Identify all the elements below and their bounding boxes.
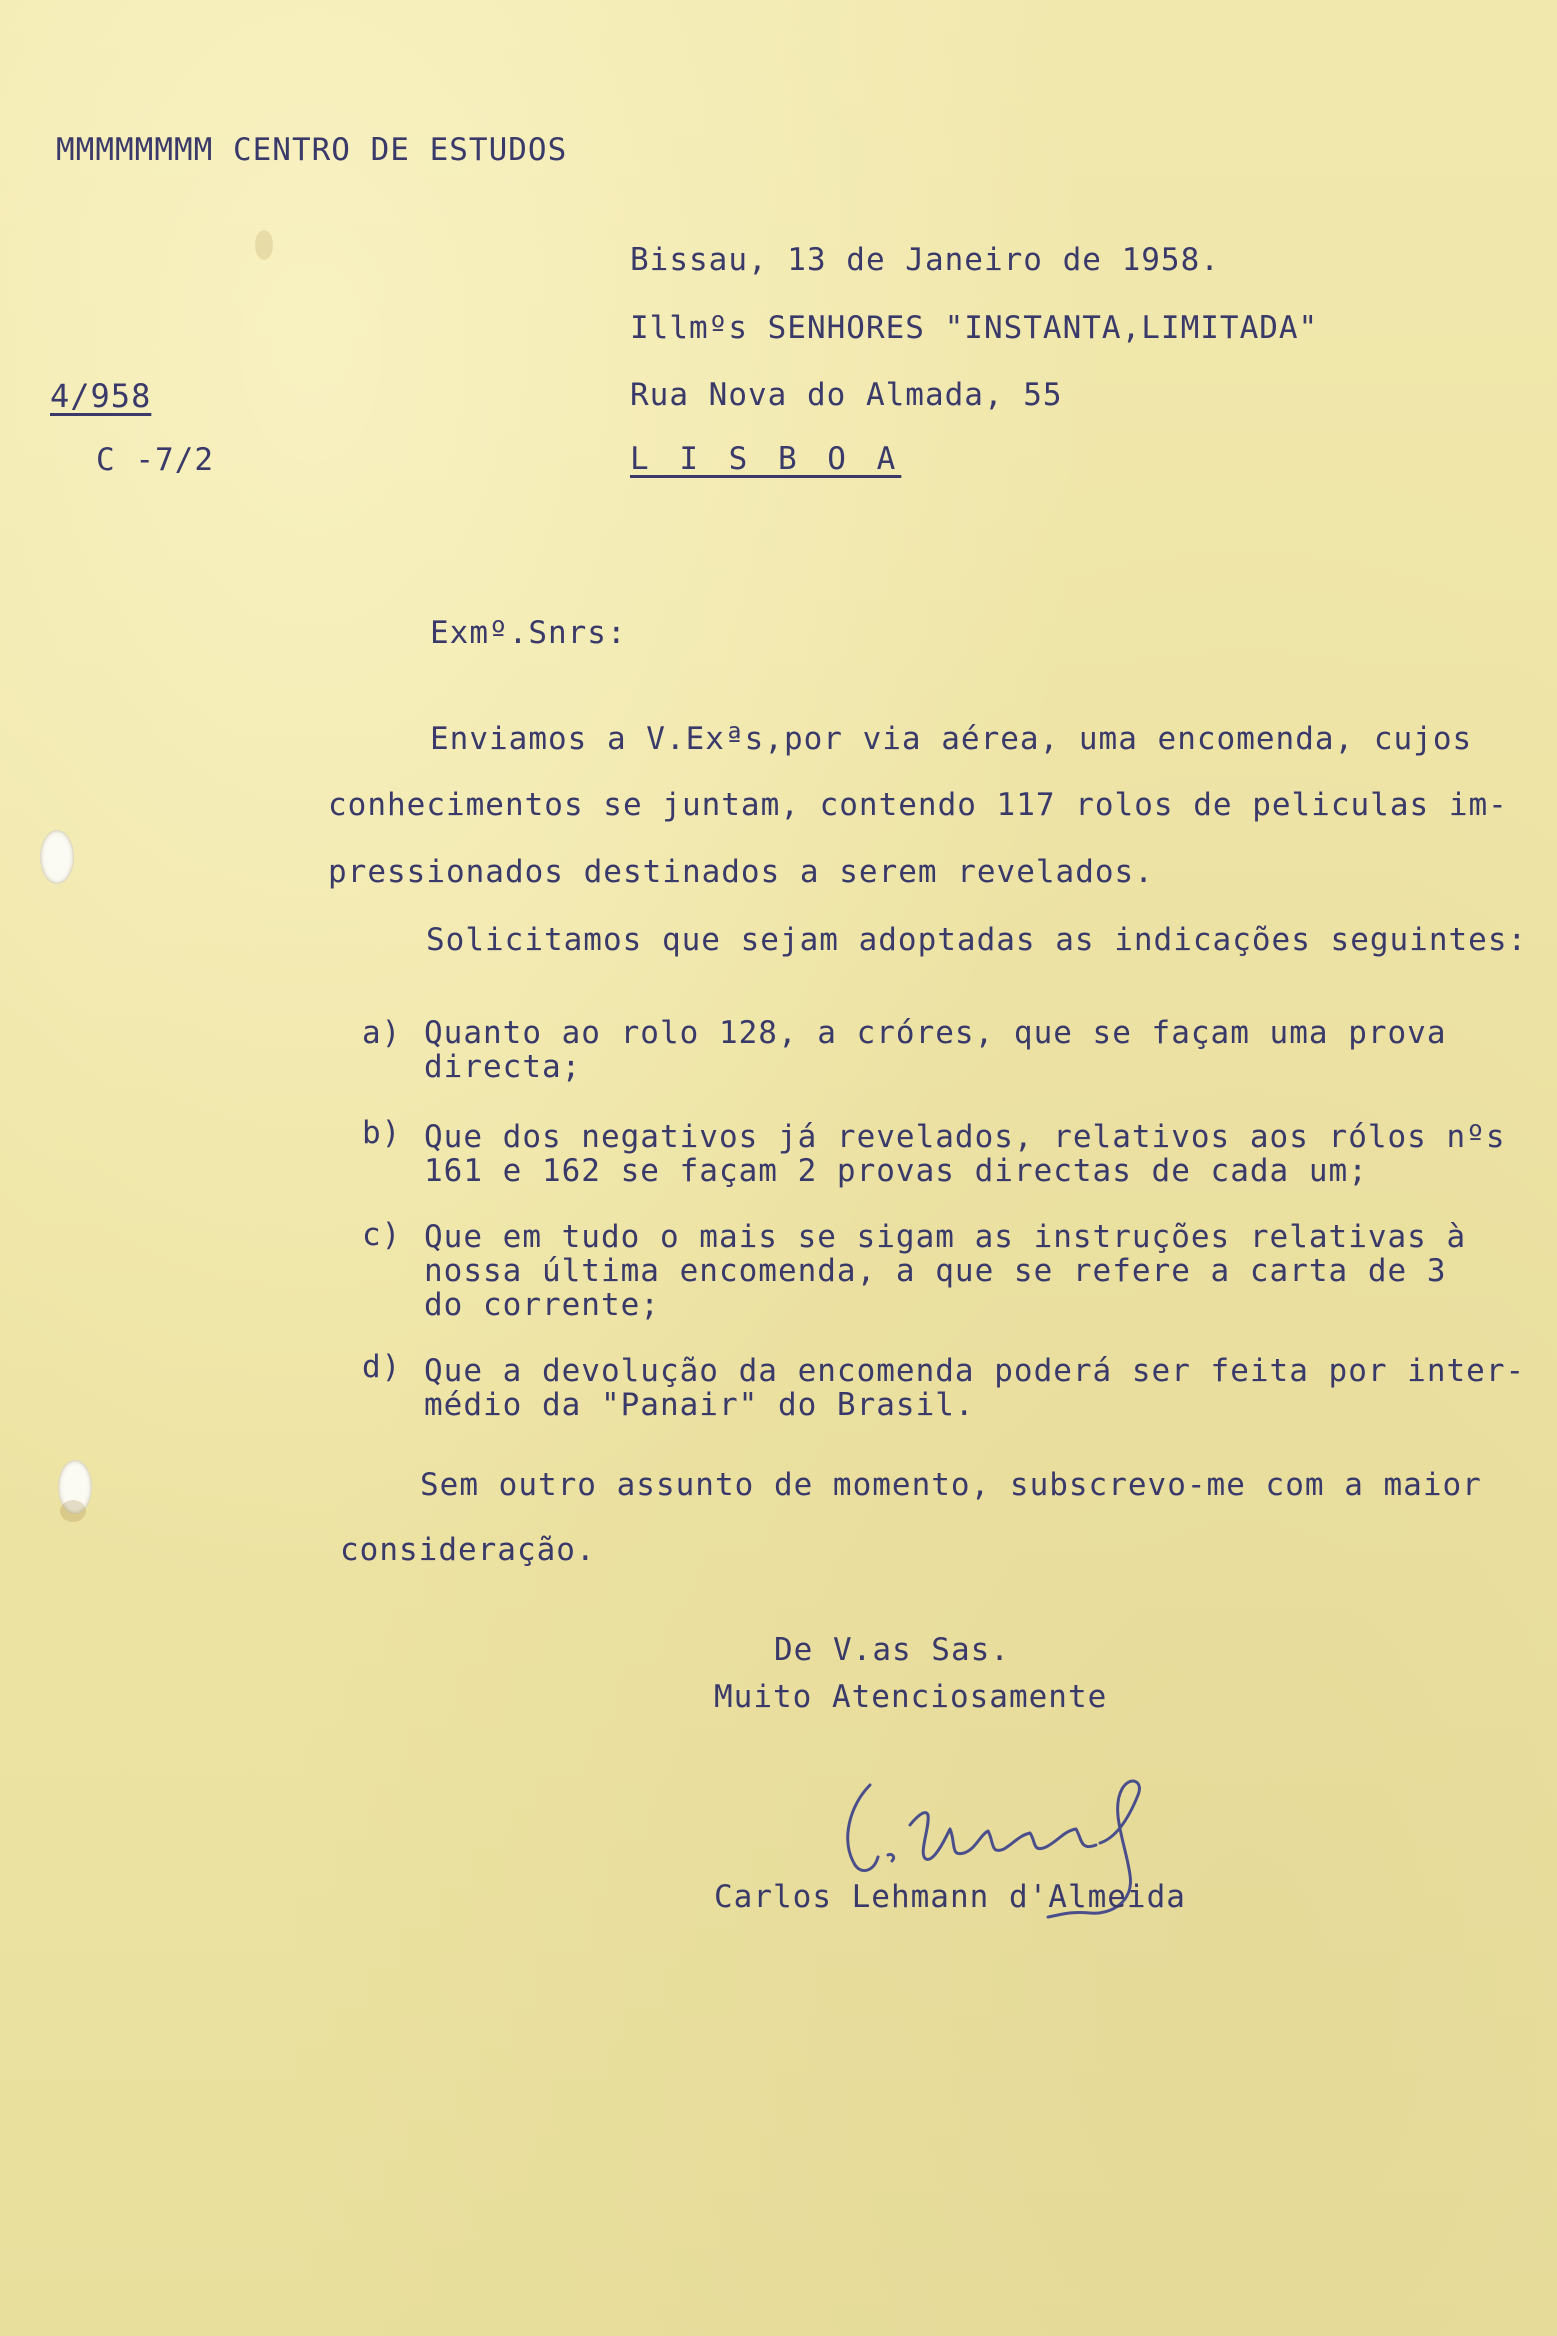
recipient-name: Illmºs SENHORES "INSTANTA,LIMITADA" [630,310,1319,346]
item-a-line2: directa; [424,1049,582,1085]
item-a-marker: a) [362,1015,402,1051]
reference-code: C -7/2 [96,442,214,478]
item-d-line1: Que a devolução da encomenda poderá ser feita por inter- [424,1353,1526,1389]
paragraph2: Solicitamos que sejam adoptadas as indicações seguintes: [426,922,1528,958]
item-b-marker: b) [362,1115,402,1151]
item-d-line2: médio da "Panair" do Brasil. [424,1387,975,1423]
closing-paragraph-line1: Sem outro assunto de momento, subscrevo-me com a maior [420,1467,1482,1503]
item-c-marker: c) [362,1217,402,1253]
item-c-line2: nossa última encomenda, a que se refere a carta de 3 [424,1253,1447,1289]
signatory-name: Carlos Lehmann d'Almeida [714,1879,1186,1915]
place-and-date: Bissau, 13 de Janeiro de 1958. [630,242,1220,278]
item-d-marker: d) [362,1349,402,1385]
recipient-city: L I S B O A [630,441,902,477]
paper-mark [255,230,273,260]
item-c-line1: Que em tudo o mais se sigam as instruções relativas à [424,1219,1467,1255]
paragraph1-line2: conhecimentos se juntam, contendo 117 rolos de peliculas im- [328,787,1508,823]
rust-stain [60,1500,86,1522]
item-b-line2: 161 e 162 se façam 2 provas directas de cada um; [424,1153,1368,1189]
recipient-street: Rua Nova do Almada, 55 [630,377,1063,413]
reference-number: 4/958 [50,377,152,415]
closing-paragraph-line2: consideração. [340,1532,596,1568]
institution-header: MMMMMMMM CENTRO DE ESTUDOS [56,132,568,168]
punch-hole-top [40,830,74,884]
salutation: Exmº.Snrs: [430,615,627,651]
closing-line2: Muito Atenciosamente [714,1679,1108,1715]
paragraph1-line1: Enviamos a V.Exªs,por via aérea, uma encomenda, cujos [430,721,1473,757]
item-b-line1: Que dos negativos já revelados, relativos aos rólos nºs [424,1119,1506,1155]
closing-line1: De V.as Sas. [774,1632,1010,1668]
item-a-line1: Quanto ao rolo 128, a cróres, que se façam uma prova [424,1015,1447,1051]
paragraph1-line3: pressionados destinados a serem revelados. [328,854,1154,890]
item-c-line3: do corrente; [424,1287,660,1323]
